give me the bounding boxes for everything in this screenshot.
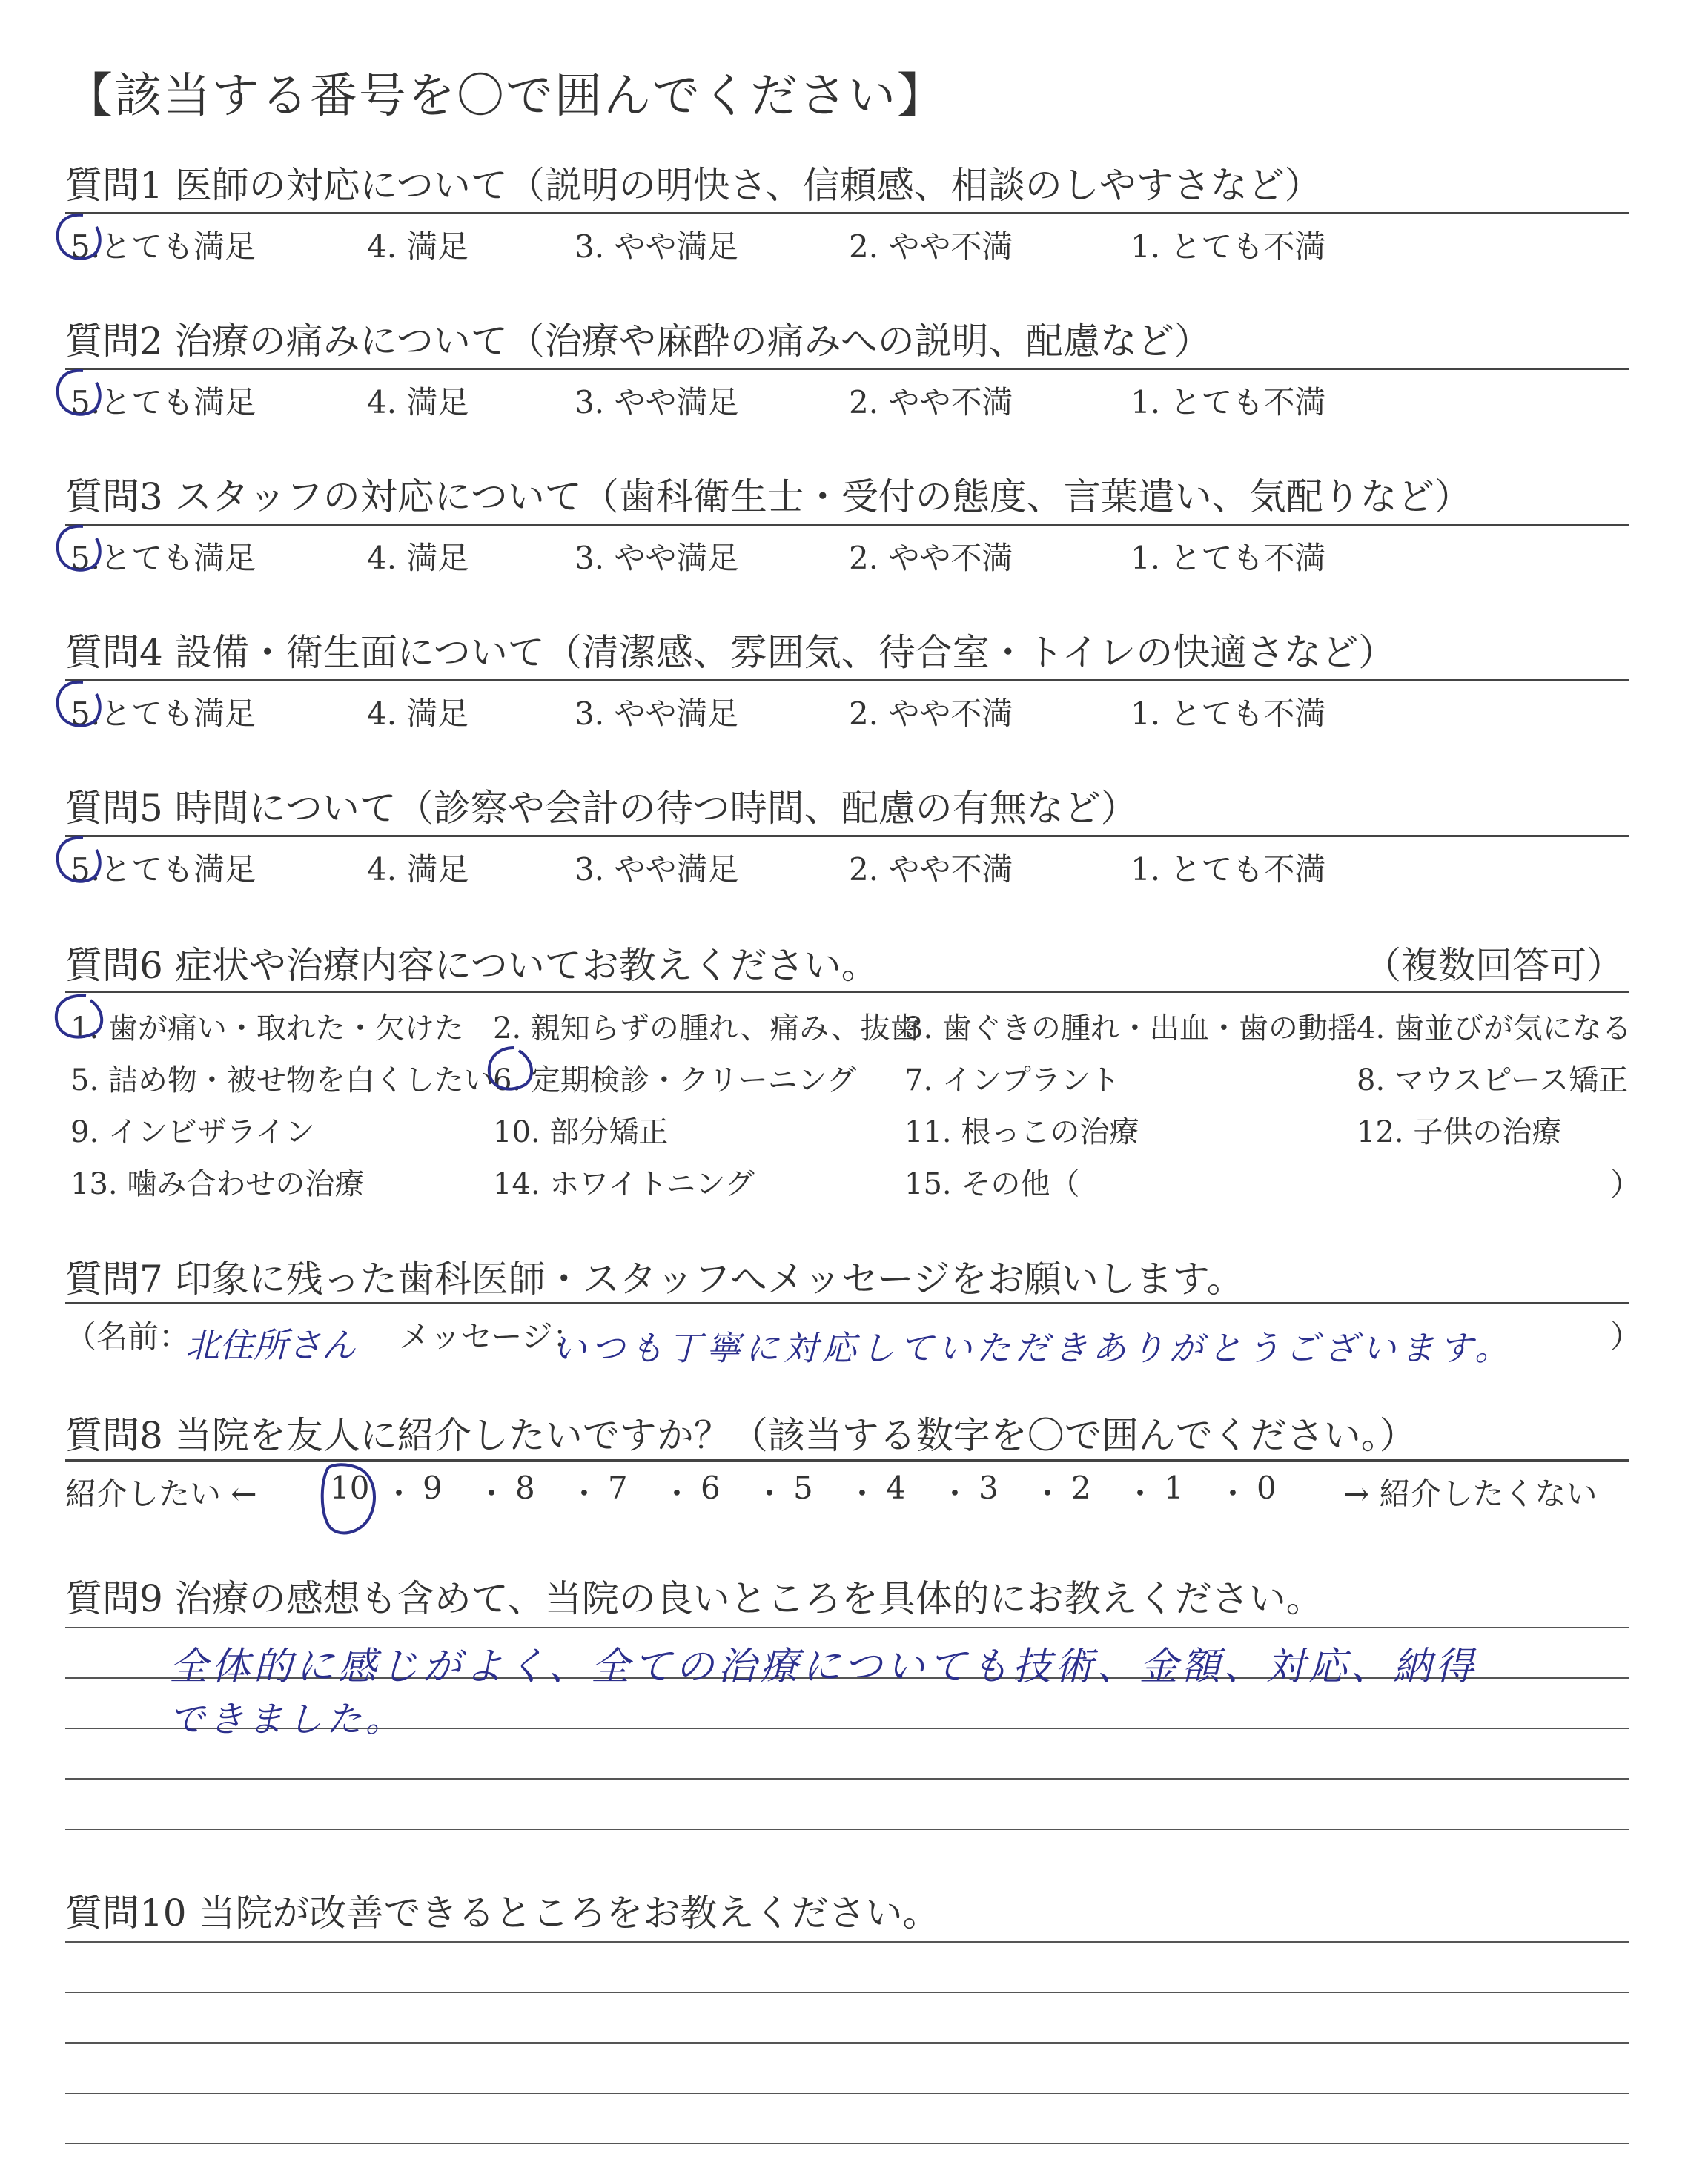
q1-option-4[interactable]: 4. 満足 [367, 228, 469, 265]
q6-option-1[interactable]: 1. 歯が痛い・取れた・欠けた [70, 1011, 464, 1046]
q6-option-11[interactable]: 11. 根っこの治療 [904, 1115, 1139, 1149]
q6-option-5[interactable]: 5. 詰め物・被せ物を白くしたい [70, 1063, 494, 1097]
q3-selection-circle [52, 519, 111, 578]
q5-title: 質問5 時間について（診察や会計の待つ時間、配慮の有無など） [65, 787, 1138, 830]
q10-rule-3 [65, 2042, 1629, 2044]
q1-option-3[interactable]: 3. やや満足 [575, 228, 739, 265]
q6-selection-circle-6 [482, 1042, 541, 1101]
q7-message-label: メッセージ： [399, 1318, 584, 1355]
q1-selection-circle [52, 208, 111, 267]
q8-scale-9[interactable]: 9 [423, 1470, 443, 1506]
q8-scale-0[interactable]: 0 [1257, 1470, 1277, 1506]
q6-note: （複数回答可） [1364, 944, 1623, 987]
q6-option-6[interactable]: 6. 定期検診・クリーニング [493, 1063, 857, 1097]
q8-scale-separator: ・ [661, 1476, 693, 1512]
q8-scale-separator: ・ [383, 1476, 415, 1512]
q8-scale-3[interactable]: 3 [979, 1470, 999, 1506]
q6-option-7[interactable]: 7. インプラント [904, 1063, 1120, 1097]
q8-scale-7[interactable]: 7 [608, 1470, 628, 1506]
q4-title: 質問4 設備・衛生面について（清潔感、雰囲気、待合室・トイレの快適さなど） [65, 631, 1396, 674]
q4-option-1[interactable]: 1. とても不満 [1131, 696, 1326, 732]
q8-scale-separator: ・ [847, 1476, 878, 1512]
q5-option-1[interactable]: 1. とても不満 [1131, 851, 1326, 888]
q3-option-4[interactable]: 4. 満足 [367, 540, 469, 576]
q4-selection-circle [52, 675, 111, 734]
q2-rule [65, 368, 1629, 370]
q7-title: 質問7 印象に残った歯科医師・スタッフへメッセージをお願いします。 [65, 1258, 1244, 1301]
q6-rule [65, 991, 1629, 993]
q2-option-3[interactable]: 3. やや満足 [575, 384, 739, 420]
q5-option-4[interactable]: 4. 満足 [367, 851, 469, 888]
q6-option-10[interactable]: 10. 部分矯正 [493, 1115, 669, 1149]
q6-option-14[interactable]: 14. ホワイトニング [493, 1167, 755, 1201]
q10-rule-2 [65, 1992, 1629, 1993]
q10-rule-1 [65, 1941, 1629, 1943]
q3-option-1[interactable]: 1. とても不満 [1131, 540, 1326, 576]
q8-scale-6[interactable]: 6 [701, 1470, 721, 1506]
q7-name-value: 北住所さん [185, 1325, 356, 1365]
q8-title: 質問8 当院を友人に紹介したいですか？（該当する数字を〇で囲んでください。） [65, 1414, 1417, 1457]
q6-option-4[interactable]: 4. 歯並びが気になる [1357, 1011, 1632, 1046]
q10-rule-5 [65, 2143, 1629, 2144]
q2-title: 質問2 治療の痛みについて（治療や麻酔の痛みへの説明、配慮など） [65, 320, 1211, 363]
q3-option-2[interactable]: 2. やや不満 [849, 540, 1013, 576]
q7-rule [65, 1302, 1629, 1304]
q3-rule [65, 524, 1629, 526]
q7-name-label: （名前： [65, 1318, 191, 1355]
q9-answer-line-1: 全体的に感じがよく、全ての治療についても技術、金額、対応、納得 [169, 1645, 1477, 1689]
q6-title: 質問6 症状や治療内容についてお教えください。 [65, 944, 878, 987]
q3-option-3[interactable]: 3. やや満足 [575, 540, 739, 576]
q8-rule [65, 1459, 1629, 1462]
q1-option-1[interactable]: 1. とても不満 [1131, 228, 1326, 265]
q1-title: 質問1 医師の対応について（説明の明快さ、信頼感、相談のしやすさなど） [65, 164, 1322, 207]
q8-scale-1[interactable]: 1 [1164, 1470, 1184, 1506]
q1-rule [65, 212, 1629, 214]
q8-right-label: → 紹介したくない [1343, 1476, 1598, 1512]
q2-option-5[interactable]: 5.とても満足 [70, 384, 256, 420]
q7-close: ） [1610, 1318, 1642, 1355]
q5-option-5[interactable]: 5.とても満足 [70, 851, 256, 888]
q7-message-value: いつも丁寧に対応していただきありがとうございます。 [552, 1328, 1514, 1368]
q4-option-3[interactable]: 3. やや満足 [575, 696, 739, 732]
q6-option-3[interactable]: 3. 歯ぐきの腫れ・出血・歯の動揺 [904, 1011, 1357, 1046]
q6-other-close: ） [1610, 1166, 1642, 1203]
q6-option-8[interactable]: 8. マウスピース矯正 [1357, 1063, 1629, 1097]
q3-option-5[interactable]: 5.とても満足 [70, 540, 256, 576]
q8-scale-4[interactable]: 4 [886, 1470, 906, 1506]
form-header: 【該当する番号を〇で囲んでください】 [65, 69, 946, 124]
q2-option-1[interactable]: 1. とても不満 [1131, 384, 1326, 420]
q9-title: 質問9 治療の感想も含めて、当院の良いところを具体的にお教えください。 [65, 1577, 1323, 1620]
q1-option-5[interactable]: 5.とても満足 [70, 228, 256, 265]
q6-option-2[interactable]: 2. 親知らずの腫れ、痛み、抜歯 [493, 1011, 920, 1046]
q8-scale-separator: ・ [1032, 1476, 1064, 1512]
q5-option-3[interactable]: 3. やや満足 [575, 851, 739, 888]
q2-option-4[interactable]: 4. 満足 [367, 384, 469, 420]
q4-option-5[interactable]: 5.とても満足 [70, 696, 256, 732]
q9-answer-line-2: できました。 [169, 1699, 406, 1740]
q6-option-15[interactable]: 15. その他（ [904, 1167, 1080, 1201]
q3-title: 質問3 スタッフの対応について（歯科衛生士・受付の態度、言葉遣い、気配りなど） [65, 475, 1472, 518]
q4-option-2[interactable]: 2. やや不満 [849, 696, 1013, 732]
q1-option-2[interactable]: 2. やや不満 [849, 228, 1013, 265]
q9-rule-4 [65, 1778, 1629, 1780]
q8-scale-separator: ・ [939, 1476, 971, 1512]
q9-rule-1 [65, 1627, 1629, 1628]
q8-scale-separator: ・ [1125, 1476, 1156, 1512]
q10-rule-4 [65, 2093, 1629, 2094]
q8-scale-separator: ・ [754, 1476, 786, 1512]
q2-selection-circle [52, 363, 111, 423]
q5-rule [65, 835, 1629, 837]
q8-selection-circle [315, 1457, 382, 1539]
q6-selection-circle-1 [52, 990, 111, 1049]
q8-scale-separator: ・ [1217, 1476, 1249, 1512]
q9-rule-5 [65, 1829, 1629, 1830]
q8-scale-10[interactable]: 10 [330, 1470, 370, 1506]
q10-title: 質問10 当院が改善できるところをお教えください。 [65, 1892, 940, 1935]
q4-option-4[interactable]: 4. 満足 [367, 696, 469, 732]
q5-option-2[interactable]: 2. やや不満 [849, 851, 1013, 888]
q8-scale-2[interactable]: 2 [1071, 1470, 1091, 1506]
q5-selection-circle [52, 830, 111, 890]
q2-option-2[interactable]: 2. やや不満 [849, 384, 1013, 420]
q4-rule [65, 679, 1629, 681]
q8-scale-5[interactable]: 5 [793, 1470, 813, 1506]
q6-option-9[interactable]: 9. インビザライン [70, 1115, 315, 1149]
q8-left-label: 紹介したい ← [65, 1476, 257, 1512]
q8-scale-8[interactable]: 8 [515, 1470, 535, 1506]
q6-option-12[interactable]: 12. 子供の治療 [1357, 1115, 1562, 1149]
q6-option-13[interactable]: 13. 噛み合わせの治療 [70, 1167, 365, 1201]
q8-scale-separator: ・ [476, 1476, 508, 1512]
q8-scale-separator: ・ [569, 1476, 600, 1512]
